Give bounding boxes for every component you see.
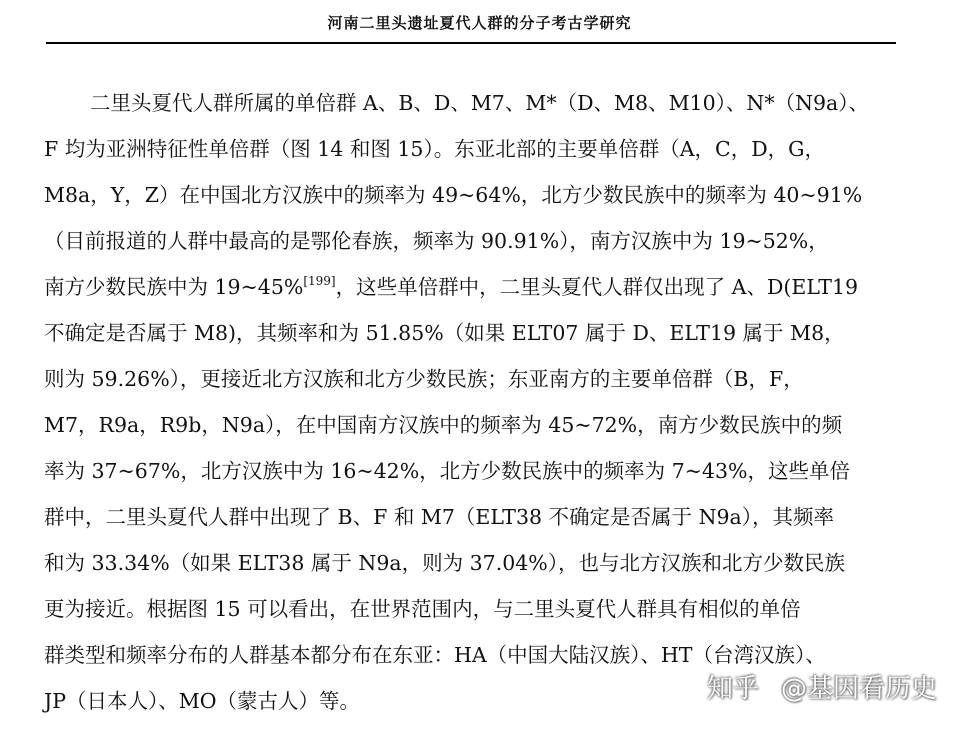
text-segment: 南方少数民族中为 19~45%	[44, 275, 304, 299]
zhihu-watermark	[707, 668, 937, 705]
text-line: M8a，Y，Z）在中国北方汉族中的频率为 49~64%，北方少数民族中的频率为 40~91%	[44, 183, 863, 207]
text-line: 二里头夏代人群所属的单倍群 A、B、D、M7、M*（D、M8、M10）、N*（N9a）、	[90, 91, 870, 115]
text-line: F 均为亚洲特征性单倍群（图 14 和图 15）。东亚北部的主要单倍群（A，C，D，G，	[44, 137, 826, 161]
body-paragraph	[44, 80, 904, 724]
text-line: 不确定是否属于 M8)，其频率和为 51.85%（如果 ELT07 属于 D、ELT19 属于 M8，	[44, 321, 845, 345]
text-line: 则为 59.26%），更接近北方汉族和北方少数民族；东亚南方的主要单倍群（B，F，	[44, 367, 804, 391]
header-rule	[46, 42, 896, 44]
citation-superscript: [199]	[303, 274, 336, 288]
text-line: 率为 37~67%，北方汉族中为 16~42%，北方少数民族中的频率为 7~43%，这些单倍	[44, 459, 850, 483]
text-line: JP（日本人）、MO（蒙古人）等。	[44, 689, 361, 713]
watermark-site: 知乎	[706, 674, 759, 704]
text-line: M7，R9a，R9b，N9a），在中国南方汉族中的频率为 45~72%，南方少数民族中的频	[44, 413, 843, 437]
text-line: （目前报道的人群中最高的是鄂伦春族，频率为 90.91%），南方汉族中为 19~52%，	[44, 229, 829, 253]
text-line: 群中，二里头夏代人群中出现了 B、F 和 M7（ELT38 不确定是否属于 N9a），其频率	[44, 505, 835, 529]
text-segment: ，这些单倍群中，二里头夏代人群仅出现了 A、D(ELT19	[335, 275, 859, 299]
text-line: 和为 33.34%（如果 ELT38 属于 N9a，则为 37.04%），也与北方汉族和北方少数民族	[44, 551, 846, 575]
text-line: 群类型和频率分布的人群基本都分布在东亚：HA（中国大陆汉族）、HT（台湾汉族）、	[44, 643, 826, 667]
watermark-author: @基因看历史	[780, 674, 937, 704]
text-line: 更为接近。根据图 15 可以看出，在世界范围内，与二里头夏代人群具有相似的单倍	[44, 597, 801, 621]
running-header: 河南二里头遗址夏代人群的分子考古学研究	[327, 14, 632, 32]
text-line-with-citation	[44, 264, 904, 310]
